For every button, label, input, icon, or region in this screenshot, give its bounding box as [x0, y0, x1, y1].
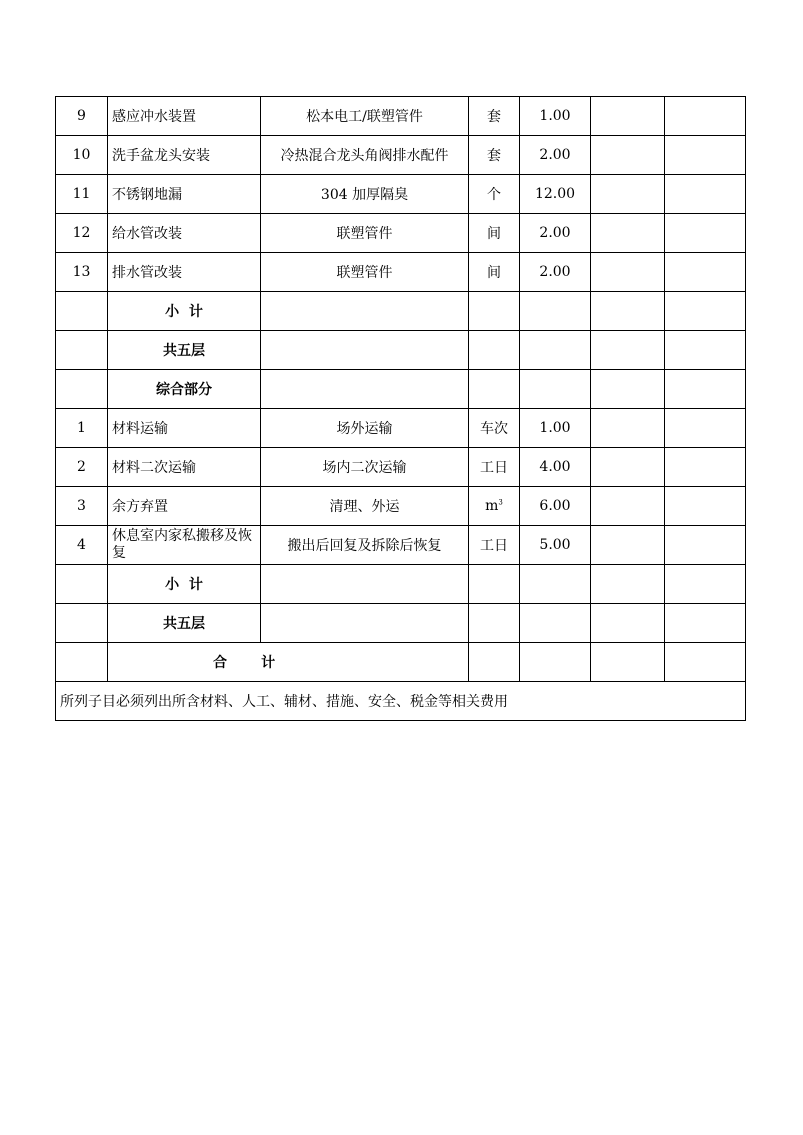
- empty-cell: [520, 331, 591, 370]
- quotation-table: [55, 96, 746, 721]
- five-floors-label: 共五层: [108, 604, 261, 643]
- empty-cell: [591, 292, 665, 331]
- item-quantity: 2.00: [520, 214, 591, 253]
- item-amount: [665, 487, 746, 526]
- item-unit: 间: [469, 253, 520, 292]
- empty-cell: [665, 331, 746, 370]
- item-quantity: 2.00: [520, 253, 591, 292]
- item-number: 12: [56, 214, 108, 253]
- empty-cell: [56, 604, 108, 643]
- table-row: [56, 448, 746, 487]
- item-number: 10: [56, 136, 108, 175]
- item-spec: 联塑管件: [261, 214, 469, 253]
- item-number: 9: [56, 97, 108, 136]
- item-spec: 搬出后回复及拆除后恢复: [261, 526, 469, 565]
- empty-cell: [665, 565, 746, 604]
- item-quantity: 6.00: [520, 487, 591, 526]
- empty-cell: [665, 643, 746, 682]
- empty-cell: [261, 565, 469, 604]
- empty-cell: [591, 331, 665, 370]
- empty-cell: [591, 565, 665, 604]
- item-quantity: 4.00: [520, 448, 591, 487]
- item-number: 1: [56, 409, 108, 448]
- item-quantity: 2.00: [520, 136, 591, 175]
- empty-cell: [56, 370, 108, 409]
- item-unit: 套: [469, 136, 520, 175]
- empty-cell: [261, 370, 469, 409]
- empty-cell: [56, 643, 108, 682]
- item-name: 洗手盆龙头安装: [108, 136, 261, 175]
- empty-cell: [469, 292, 520, 331]
- item-unit: 间: [469, 214, 520, 253]
- item-unit: [469, 487, 520, 526]
- item-spec: 场外运输: [261, 409, 469, 448]
- item-amount: [665, 409, 746, 448]
- item-quantity: 1.00: [520, 97, 591, 136]
- item-quantity: 12.00: [520, 175, 591, 214]
- unit-superscript: 3: [498, 498, 503, 507]
- unit-base: m: [485, 498, 499, 514]
- item-name: 材料运输: [108, 409, 261, 448]
- item-name: 余方弃置: [108, 487, 261, 526]
- empty-cell: [520, 292, 591, 331]
- item-unit: 工日: [469, 526, 520, 565]
- item-unit-price: [591, 214, 665, 253]
- empty-cell: [520, 565, 591, 604]
- item-spec: 冷热混合龙头角阀排水配件: [261, 136, 469, 175]
- item-amount: [665, 214, 746, 253]
- item-name: 休息室内家私搬移及恢复: [108, 526, 261, 565]
- empty-cell: [261, 292, 469, 331]
- subtotal-label: 小 计: [108, 565, 261, 604]
- item-unit: 套: [469, 97, 520, 136]
- grand-total-row: [56, 643, 746, 682]
- five-floors-row: [56, 604, 746, 643]
- item-unit-price: [591, 526, 665, 565]
- item-spec: 清理、外运: [261, 487, 469, 526]
- note-row: [56, 682, 746, 721]
- subtotal-label: 小 计: [108, 292, 261, 331]
- empty-cell: [591, 370, 665, 409]
- empty-cell: [665, 292, 746, 331]
- empty-cell: [591, 643, 665, 682]
- item-unit: 个: [469, 175, 520, 214]
- empty-cell: [469, 604, 520, 643]
- empty-cell: [520, 643, 591, 682]
- item-name: 给水管改装: [108, 214, 261, 253]
- item-spec: 304 加厚隔臭: [261, 175, 469, 214]
- empty-cell: [469, 331, 520, 370]
- table-row: [56, 253, 746, 292]
- table-row: [56, 175, 746, 214]
- item-unit: 工日: [469, 448, 520, 487]
- item-quantity: 1.00: [520, 409, 591, 448]
- five-floors-label: 共五层: [108, 331, 261, 370]
- table-row: [56, 409, 746, 448]
- item-unit-price: [591, 136, 665, 175]
- empty-cell: [665, 604, 746, 643]
- subtotal-row: [56, 292, 746, 331]
- item-number: 11: [56, 175, 108, 214]
- item-amount: [665, 136, 746, 175]
- empty-cell: [56, 331, 108, 370]
- section-header-row: [56, 370, 746, 409]
- empty-cell: [520, 604, 591, 643]
- grand-total-label: 合 计: [108, 643, 469, 682]
- item-amount: [665, 526, 746, 565]
- table-row: [56, 526, 746, 565]
- empty-cell: [665, 370, 746, 409]
- table-row: [56, 214, 746, 253]
- empty-cell: [261, 331, 469, 370]
- item-name: 材料二次运输: [108, 448, 261, 487]
- five-floors-row: [56, 331, 746, 370]
- item-quantity: 5.00: [520, 526, 591, 565]
- item-unit-price: [591, 409, 665, 448]
- subtotal-row: [56, 565, 746, 604]
- empty-cell: [469, 370, 520, 409]
- item-name: 感应冲水装置: [108, 97, 261, 136]
- item-amount: [665, 253, 746, 292]
- item-number: 3: [56, 487, 108, 526]
- item-unit: 车次: [469, 409, 520, 448]
- item-amount: [665, 97, 746, 136]
- item-unit-price: [591, 97, 665, 136]
- item-spec: 联塑管件: [261, 253, 469, 292]
- empty-cell: [520, 370, 591, 409]
- table-row: [56, 97, 746, 136]
- item-name: 排水管改装: [108, 253, 261, 292]
- item-unit-price: [591, 175, 665, 214]
- table-row: [56, 136, 746, 175]
- empty-cell: [591, 604, 665, 643]
- item-amount: [665, 448, 746, 487]
- empty-cell: [469, 643, 520, 682]
- item-number: 13: [56, 253, 108, 292]
- item-amount: [665, 175, 746, 214]
- table-row: [56, 487, 746, 526]
- empty-cell: [261, 604, 469, 643]
- empty-cell: [56, 565, 108, 604]
- item-number: 2: [56, 448, 108, 487]
- item-unit-price: [591, 448, 665, 487]
- section-general-label: 综合部分: [108, 370, 261, 409]
- footnote: 所列子目必须列出所含材料、人工、辅材、措施、安全、税金等相关费用: [56, 682, 746, 721]
- item-unit-price: [591, 487, 665, 526]
- item-spec: 松本电工/联塑管件: [261, 97, 469, 136]
- item-spec: 场内二次运输: [261, 448, 469, 487]
- item-unit-price: [591, 253, 665, 292]
- empty-cell: [56, 292, 108, 331]
- empty-cell: [469, 565, 520, 604]
- item-name: 不锈钢地漏: [108, 175, 261, 214]
- item-number: 4: [56, 526, 108, 565]
